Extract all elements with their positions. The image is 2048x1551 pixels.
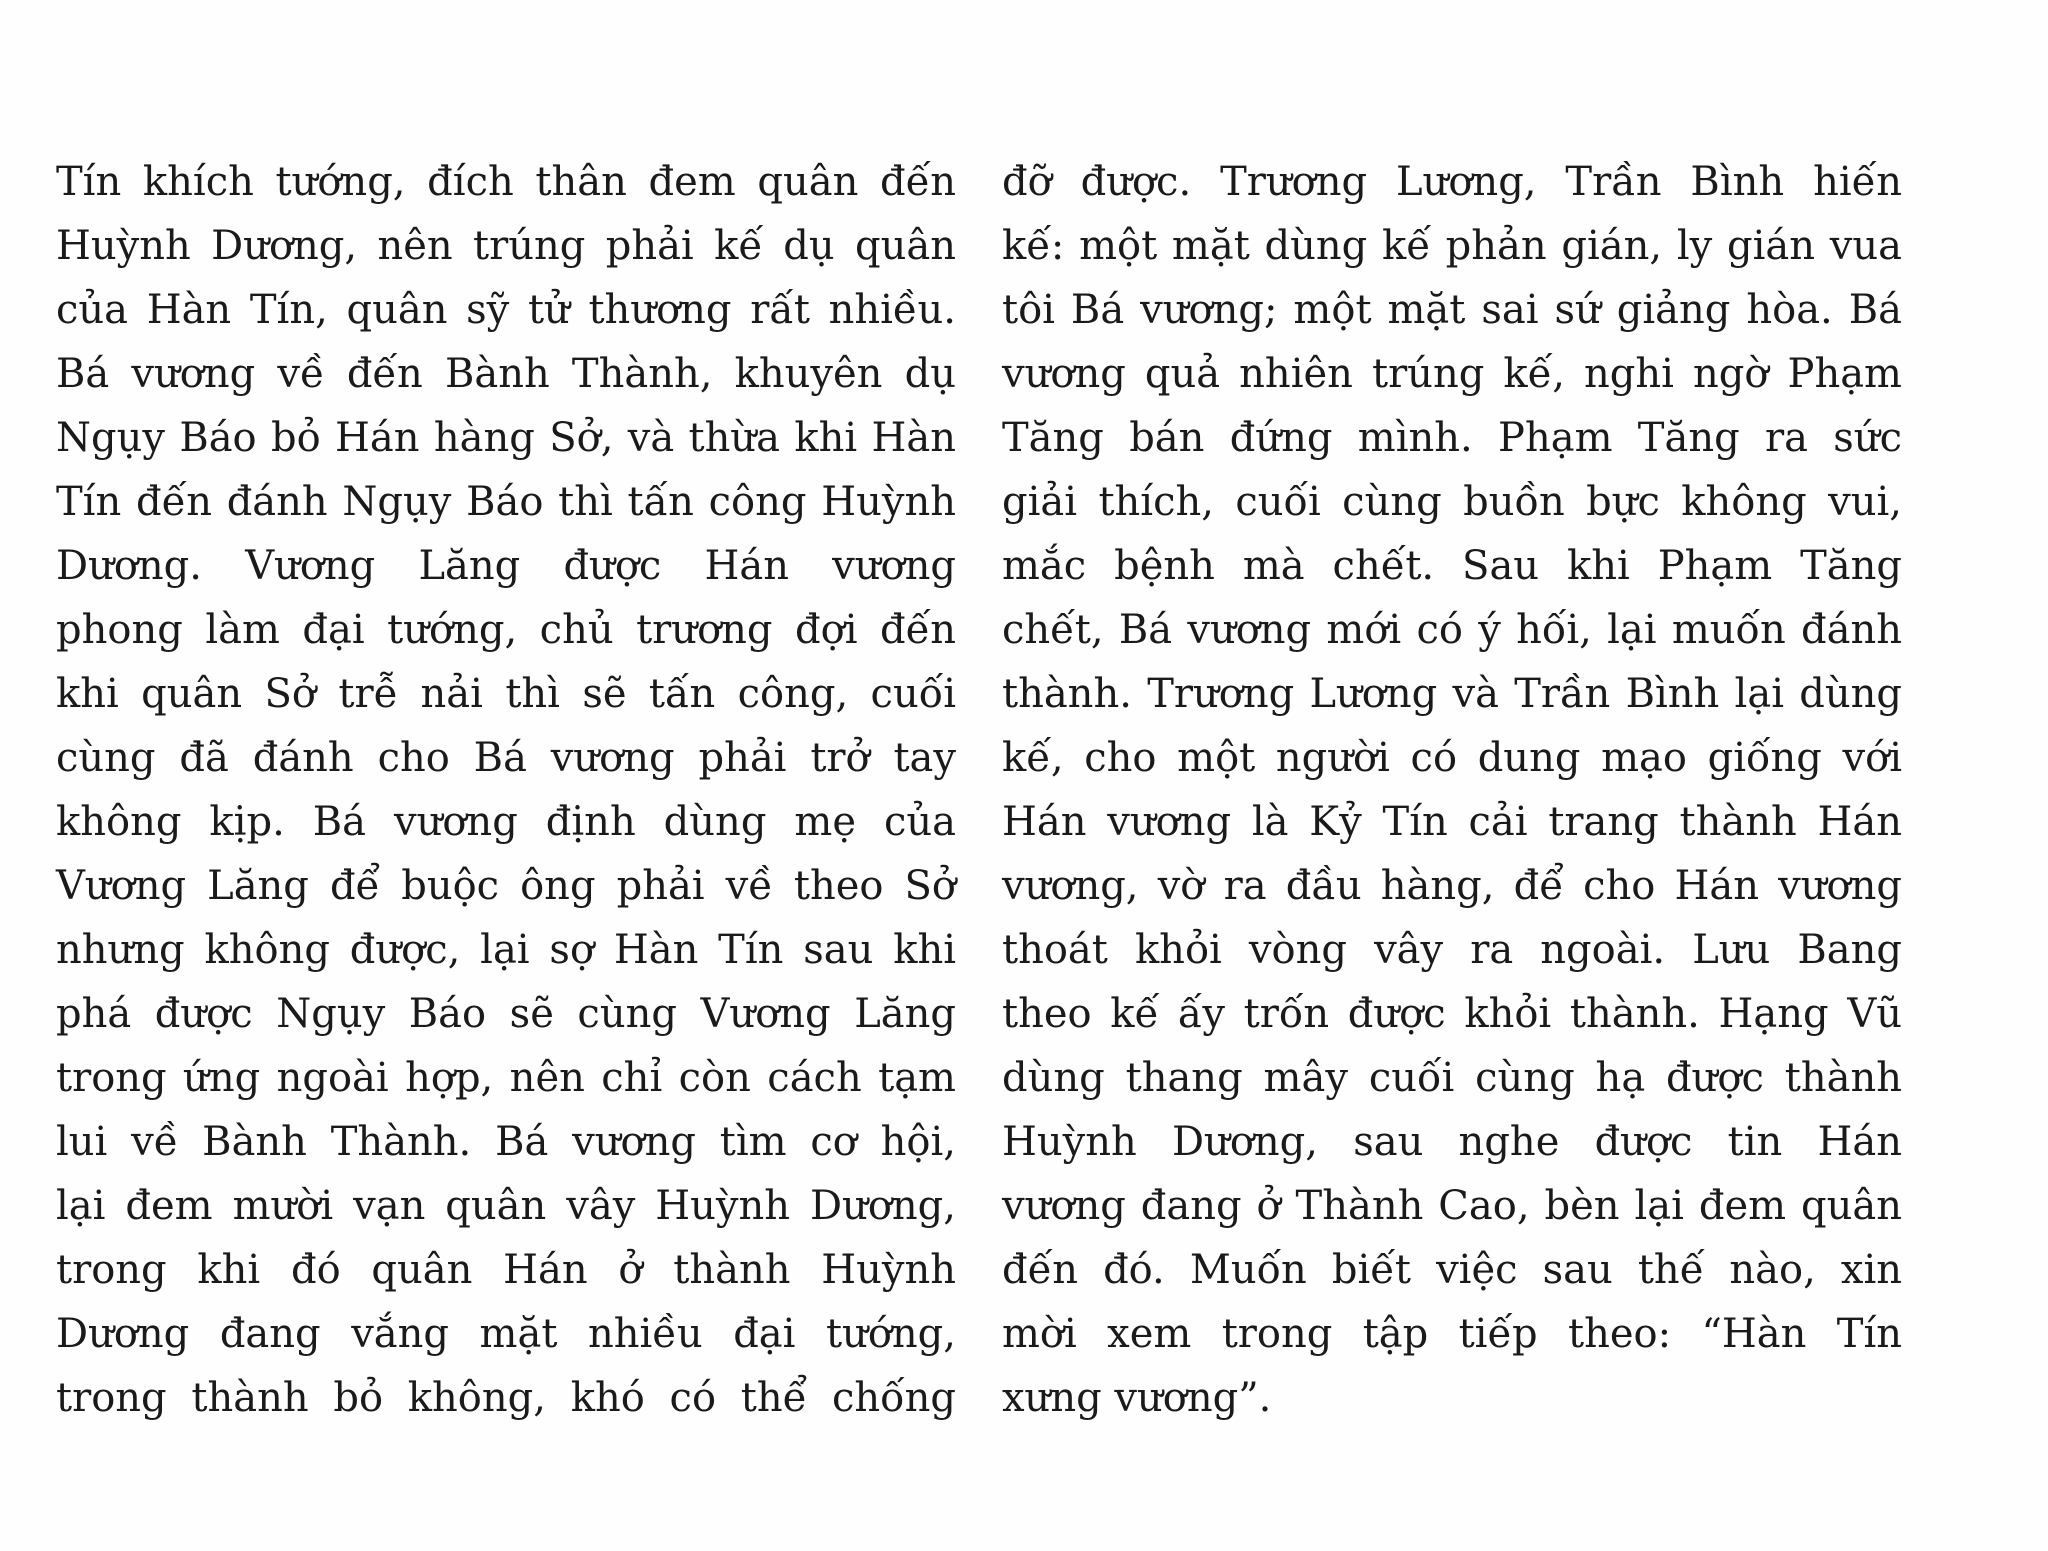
right-text-column [1002,150,1902,1430]
text-line: theo kế ấy trốn được khỏi thành. Hạng Vũ [1002,991,1902,1037]
text-line: kế, cho một người có dung mạo giống với [1002,735,1902,781]
left-text-column [56,150,956,1430]
text-line: phá được Ngụy Báo sẽ cùng Vương Lăng [56,991,956,1037]
text-line: không kịp. Bá vương định dùng mẹ của [56,799,956,845]
text-line: đỡ được. Trương Lương, Trần Bình hiến [1002,159,1902,205]
text-line: lại đem mười vạn quân vây Huỳnh Dương, [56,1183,956,1229]
text-line: Ngụy Báo bỏ Hán hàng Sở, và thừa khi Hàn [56,415,956,461]
text-line: thành. Trương Lương và Trần Bình lại dùng [1002,671,1902,717]
text-line: trong thành bỏ không, khó có thể chống [56,1375,956,1421]
text-line: Huỳnh Dương, nên trúng phải kế dụ quân [56,223,956,269]
text-line: phong làm đại tướng, chủ trương đợi đến [56,607,956,653]
text-line: cùng đã đánh cho Bá vương phải trở tay [56,735,956,781]
text-line: của Hàn Tín, quân sỹ tử thương rất nhiều. [56,287,956,333]
text-line: dùng thang mây cuối cùng hạ được thành [1002,1055,1902,1101]
text-line: vương đang ở Thành Cao, bèn lại đem quân [1002,1183,1902,1229]
text-line: vương quả nhiên trúng kế, nghi ngờ Phạm [1002,351,1902,397]
text-line: vương, vờ ra đầu hàng, để cho Hán vương [1002,863,1902,909]
text-line: mời xem trong tập tiếp theo: “Hàn Tín [1002,1311,1902,1357]
text-line: tôi Bá vương; một mặt sai sứ giảng hòa. Bá [1002,287,1902,333]
text-line: trong khi đó quân Hán ở thành Huỳnh [56,1247,956,1293]
text-line: giải thích, cuối cùng buồn bực không vui, [1002,479,1902,525]
text-line: nhưng không được, lại sợ Hàn Tín sau khi [56,927,956,973]
text-line: Dương đang vắng mặt nhiều đại tướng, [56,1311,956,1357]
text-line: chết, Bá vương mới có ý hối, lại muốn đánh [1002,607,1902,653]
text-line: lui về Bành Thành. Bá vương tìm cơ hội, [56,1119,956,1165]
text-line: khi quân Sở trễ nải thì sẽ tấn công, cuối [56,671,956,717]
text-line: trong ứng ngoài hợp, nên chỉ còn cách tạm [56,1055,956,1101]
text-line: Vương Lăng để buộc ông phải về theo Sở [56,863,956,909]
text-line: Bá vương về đến Bành Thành, khuyên dụ [56,351,956,397]
text-line: xưng vương”. [1002,1375,1272,1421]
text-line: kế: một mặt dùng kế phản gián, ly gián vua [1002,223,1902,269]
text-line: Tăng bán đứng mình. Phạm Tăng ra sức [1002,415,1902,461]
text-line: Tín đến đánh Ngụy Báo thì tấn công Huỳnh [56,479,956,525]
text-line: Tín khích tướng, đích thân đem quân đến [56,159,956,205]
text-line: Dương. Vương Lăng được Hán vương [56,543,956,589]
text-line: thoát khỏi vòng vây ra ngoài. Lưu Bang [1002,927,1902,973]
text-line: đến đó. Muốn biết việc sau thế nào, xin [1002,1247,1902,1293]
text-line: Huỳnh Dương, sau nghe được tin Hán [1002,1119,1902,1165]
text-line: Hán vương là Kỷ Tín cải trang thành Hán [1002,799,1902,845]
text-line: mắc bệnh mà chết. Sau khi Phạm Tăng [1002,543,1902,589]
